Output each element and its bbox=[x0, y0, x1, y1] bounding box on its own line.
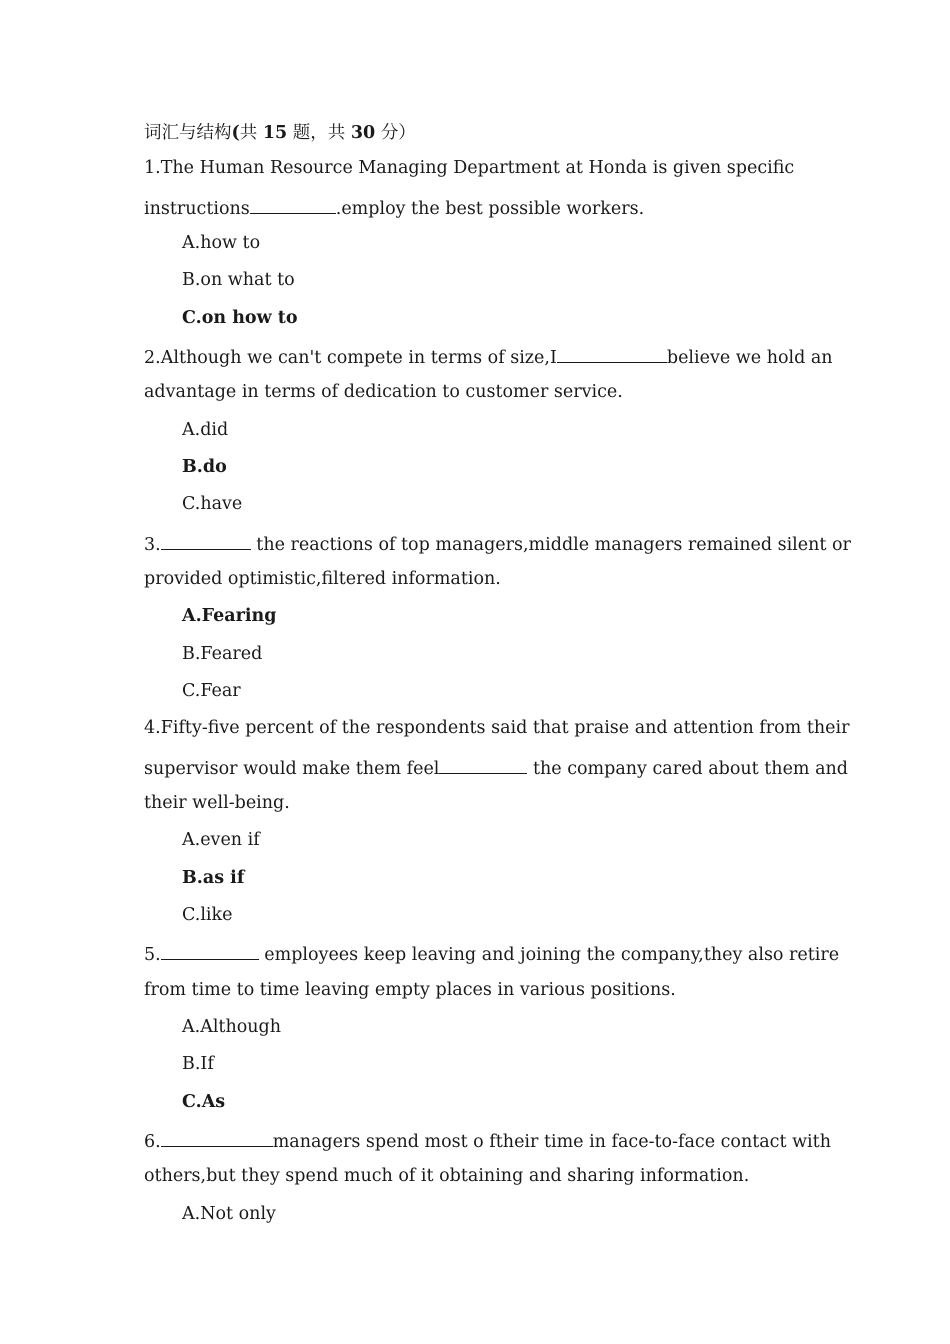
option-c: C.like bbox=[182, 905, 233, 925]
option-c: C.Fear bbox=[182, 681, 241, 701]
option-b-correct: B.do bbox=[182, 457, 227, 477]
option-b: B.If bbox=[182, 1054, 214, 1074]
answer-blank bbox=[161, 531, 251, 550]
option-b: B.on what to bbox=[182, 270, 295, 290]
question-4-line-2 bbox=[144, 755, 848, 780]
answer-blank bbox=[161, 941, 259, 960]
question-text: supervisor would make them feel bbox=[144, 759, 440, 779]
question-number: 6. bbox=[144, 1132, 161, 1152]
question-text: believe we hold an bbox=[666, 348, 833, 368]
section-heading: 词汇与结构(共 15 题，共 30 分） bbox=[144, 123, 416, 143]
question-5-line-1 bbox=[144, 941, 840, 966]
question-text: Although we can't compete in terms of size,I bbox=[160, 348, 557, 368]
question-5-line-2: from time to time leaving empty places in various positions. bbox=[144, 980, 676, 1000]
question-text: employees keep leaving and joining the company,they also retire bbox=[264, 945, 840, 965]
question-number: 2. bbox=[144, 348, 161, 368]
answer-blank bbox=[557, 344, 667, 363]
section-score: 30 bbox=[350, 123, 376, 143]
option-a: A.did bbox=[182, 420, 229, 440]
option-c-correct: C.on how to bbox=[182, 308, 298, 328]
question-4-line-3: their well-being. bbox=[144, 793, 290, 813]
question-count: 15 bbox=[262, 123, 288, 143]
question-number: 1. bbox=[144, 158, 161, 178]
question-1-line-1 bbox=[144, 157, 806, 179]
question-text: Fifty-five percent of the respondents said that praise and attention from their bbox=[160, 718, 850, 738]
question-2-line-2: advantage in terms of dedication to customer service. bbox=[144, 382, 623, 402]
question-number: 5. bbox=[144, 945, 161, 965]
question-3-line-2: provided optimistic,filtered information. bbox=[144, 569, 501, 589]
option-a: A.how to bbox=[182, 233, 261, 253]
answer-blank bbox=[439, 755, 527, 774]
option-a: A.Not only bbox=[182, 1204, 276, 1224]
option-a: A.Although bbox=[182, 1017, 282, 1037]
paren-open: ( bbox=[231, 123, 240, 143]
question-text: .employ the best possible workers. bbox=[335, 199, 645, 219]
answer-blank bbox=[161, 1128, 273, 1147]
question-text: The Human Resource Managing Department at Honda is given specific bbox=[160, 158, 795, 178]
question-1-line-2 bbox=[144, 195, 806, 220]
option-b: B.Feared bbox=[182, 644, 263, 664]
option-b-correct: B.as if bbox=[182, 868, 245, 888]
option-c-correct: C.As bbox=[182, 1092, 226, 1112]
question-number: 4. bbox=[144, 718, 161, 738]
option-a: A.even if bbox=[182, 830, 260, 850]
option-a-correct: A.Fearing bbox=[182, 606, 277, 626]
question-number: 3. bbox=[144, 535, 161, 555]
option-c: C.have bbox=[182, 494, 243, 514]
question-text: managers spend most o ftheir time in face-to-face contact with bbox=[272, 1132, 831, 1152]
question-6-line-2: others,but they spend much of it obtaining and sharing information. bbox=[144, 1166, 750, 1186]
question-2-line-1 bbox=[144, 344, 833, 369]
answer-blank bbox=[250, 195, 336, 214]
question-text: instructions bbox=[144, 199, 250, 219]
question-3-line-1 bbox=[144, 531, 851, 556]
section-title: 词汇与结构 bbox=[144, 123, 232, 143]
question-4-line-1 bbox=[144, 717, 850, 739]
question-6-line-1 bbox=[144, 1128, 831, 1153]
question-text: the reactions of top managers,middle managers remained silent or bbox=[256, 535, 851, 555]
question-text: the company cared about them and bbox=[533, 759, 848, 779]
